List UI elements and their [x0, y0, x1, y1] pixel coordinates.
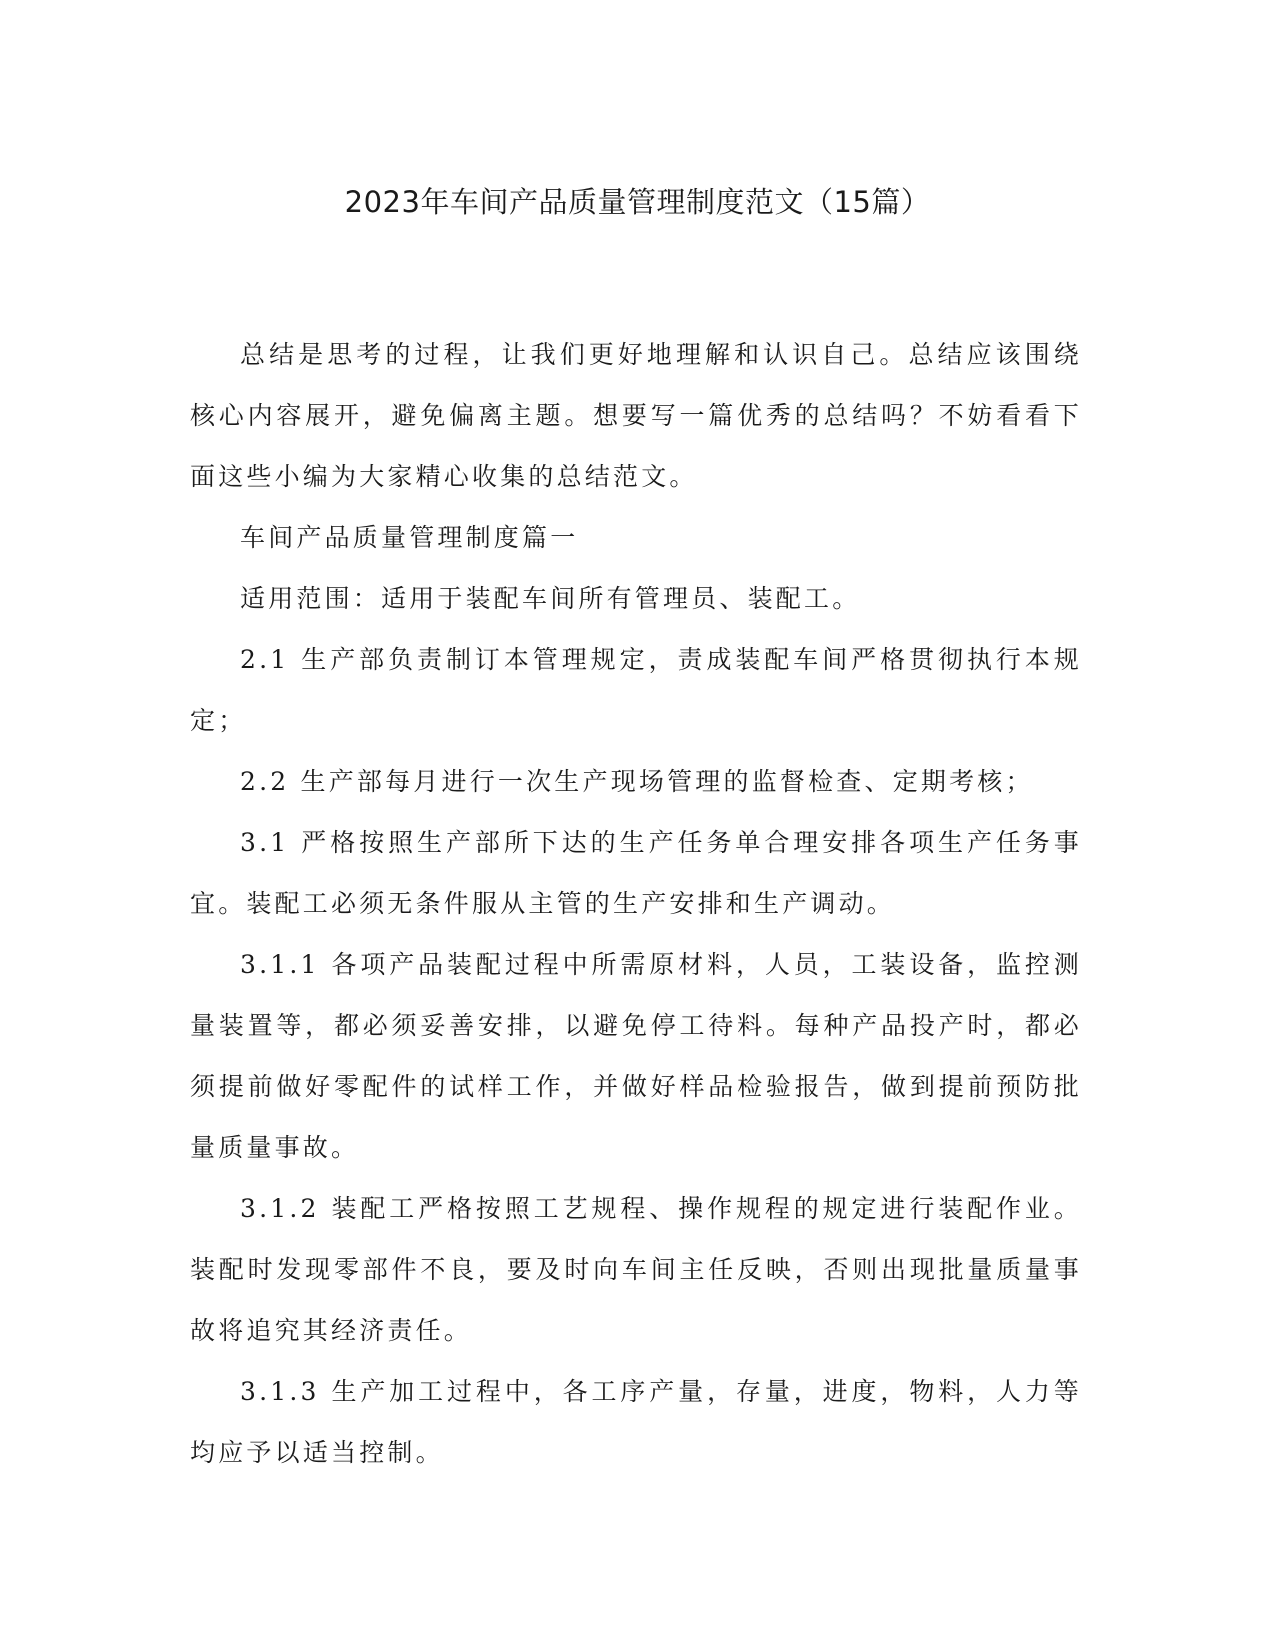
paragraph-3-1-2: 3.1.2 装配工严格按照工艺规程、操作规程的规定进行装配作业。装配时发现零部件不良，要及时向车间主任反映，否则出现批量质量事故将追究其经济责任。: [190, 1194, 1082, 1345]
paragraph-2-1: 2.1 生产部负责制订本管理规定，责成装配车间严格贯彻执行本规定；: [190, 645, 1082, 735]
paragraph-3-1-1: 3.1.1 各项产品装配过程中所需原材料，人员，工装设备，监控测量装置等，都必须妥善安排，以避免停工待料。每种产品投产时，都必须提前做好零配件的试样工作，并做好样品检验报告，做到提前预防批量质量事故。: [190, 950, 1082, 1162]
paragraph-2-2: 2.2 生产部每月进行一次生产现场管理的监督检查、定期考核；: [240, 767, 1034, 796]
section-heading: 车间产品质量管理制度篇一: [240, 523, 579, 552]
paragraph-3-1-3: 3.1.3 生产加工过程中，各工序产量，存量，进度，物料，人力等均应予以适当控制。: [190, 1377, 1082, 1467]
document-body: [190, 324, 1082, 1483]
paragraph-3-1: 3.1 严格按照生产部所下达的生产任务单合理安排各项生产任务事宜。装配工必须无条件服从主管的生产安排和生产调动。: [190, 828, 1082, 918]
document-title: 2023年车间产品质量管理制度范文（15篇）: [344, 185, 931, 219]
paragraph-intro: 总结是思考的过程，让我们更好地理解和认识自己。总结应该围绕核心内容展开，避免偏离主题。想要写一篇优秀的总结吗？不妨看看下面这些小编为大家精心收集的总结范文。: [190, 340, 1082, 491]
paragraph-scope: 适用范围：适用于装配车间所有管理员、装配工。: [240, 584, 861, 613]
